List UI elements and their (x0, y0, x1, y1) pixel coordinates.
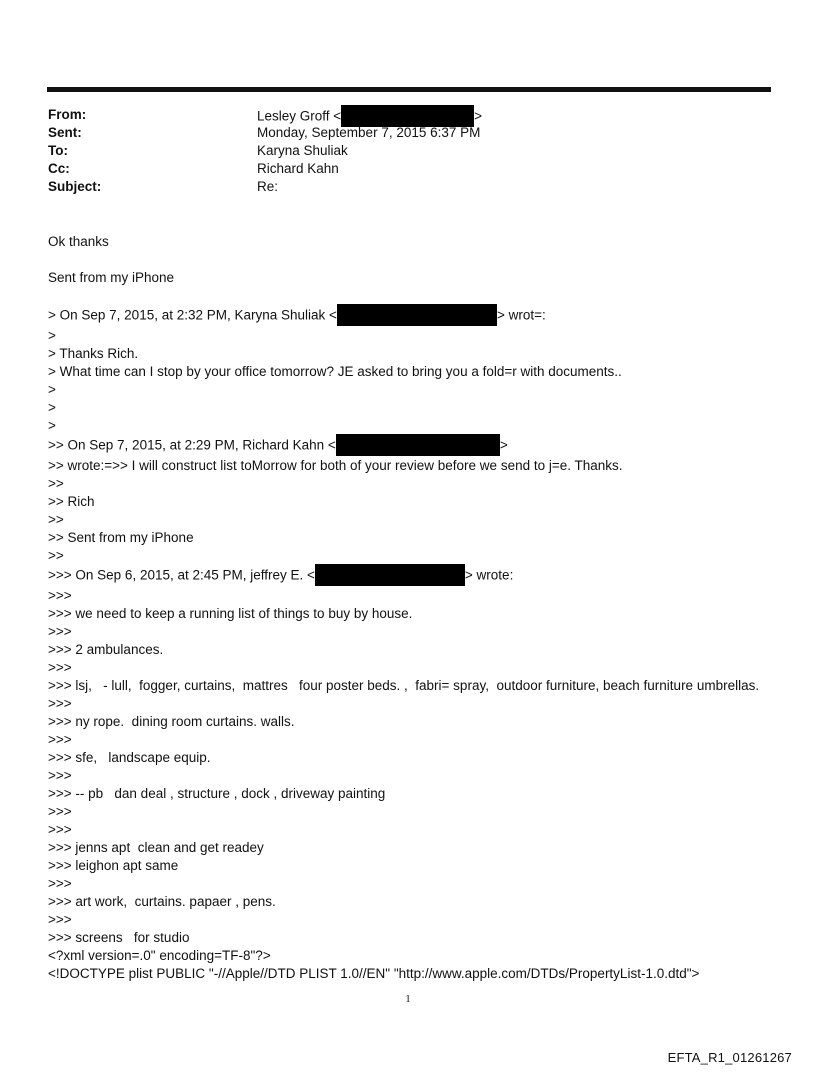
body-line: Ok thanks (48, 234, 109, 249)
email-header (48, 106, 768, 196)
redaction-box (337, 304, 497, 326)
body-line: > (48, 328, 56, 343)
quote-header-tail: > wrote: (464, 567, 514, 583)
body-line (48, 565, 768, 587)
body-line: >> (48, 548, 64, 563)
body-line: >>> -- pb dan deal , structure , dock , driveway painting (48, 786, 386, 801)
sent-value: Monday, September 7, 2015 6:37 PM (257, 125, 481, 140)
body-line: >>> art work, curtains. papaer , pens. (48, 894, 276, 909)
header-rule (47, 87, 771, 92)
body-line: >> Sent from my iPhone (48, 530, 194, 545)
body-line: >>> jenns apt clean and get readey (48, 840, 264, 855)
body-line (48, 305, 768, 327)
body-line: >>> ny rope. dining room curtains. walls. (48, 714, 295, 729)
page-number: 1 (405, 993, 411, 1005)
from-label: From: (48, 107, 87, 122)
quote-header-tail: > (499, 437, 508, 453)
cc-label: Cc: (48, 161, 70, 176)
body-line: > (48, 418, 56, 433)
bates-number: EFTA_R1_01261267 (667, 1050, 792, 1065)
body-line: >>> (48, 732, 72, 747)
body-line: >>> we need to keep a running list of things to buy by house. (48, 606, 413, 621)
from-close: > (474, 108, 483, 124)
email-body (48, 233, 768, 983)
quote-header-text: >>> On Sep 6, 2015, at 2:45 PM, jeffrey E. < (48, 567, 315, 583)
body-line: >>> (48, 588, 72, 603)
body-line: >>> (48, 696, 72, 711)
body-line: >> Rich (48, 494, 95, 509)
body-line: >> (48, 512, 64, 527)
body-line: >>> (48, 660, 72, 675)
from-row (48, 106, 768, 124)
body-line: <!DOCTYPE plist PUBLIC "-//Apple//DTD PLIST 1.0//EN" "http://www.apple.com/DTDs/PropertyList-1.0.dtd"> (48, 966, 700, 981)
redaction-box (336, 434, 500, 456)
body-line: >>> 2 ambulances. (48, 642, 164, 657)
body-line (48, 435, 768, 457)
quote-header-text: > On Sep 7, 2015, at 2:32 PM, Karyna Shuliak < (48, 307, 337, 323)
body-line: Sent from my iPhone (48, 270, 175, 285)
from-name: Lesley Groff < (257, 108, 342, 124)
body-line: >> (48, 476, 64, 491)
quote-header-tail: > wrot=: (496, 307, 546, 323)
body-line: >>> screens for studio (48, 930, 190, 945)
body-line: >>> sfe, landscape equip. (48, 750, 211, 765)
body-line: >>> (48, 624, 72, 639)
body-line: > (48, 400, 56, 415)
body-line: >>> (48, 768, 72, 783)
body-line: >>> (48, 804, 72, 819)
body-line: >>> lsj, - lull, fogger, curtains, mattres four poster beds. , fabri= spray, outdoor furniture, beach furniture umbrellas. (48, 678, 760, 693)
redaction-box (315, 564, 465, 586)
cc-row (48, 160, 768, 178)
body-line: > What time can I stop by your office tomorrow? JE asked to bring you a fold=r with documents.. (48, 364, 622, 379)
to-value: Karyna Shuliak (257, 143, 348, 158)
cc-value: Richard Kahn (257, 161, 339, 176)
quote-header-text: >> On Sep 7, 2015, at 2:29 PM, Richard Kahn < (48, 437, 336, 453)
body-line: >>> (48, 822, 72, 837)
body-line: >> wrote:=>> I will construct list toMorrow for both of your review before we send to j=e. Thanks. (48, 458, 623, 473)
body-line: >>> (48, 876, 72, 891)
body-line: >>> leighon apt same (48, 858, 179, 873)
subject-label: Subject: (48, 179, 102, 194)
body-line: > (48, 382, 56, 397)
to-row (48, 142, 768, 160)
sent-label: Sent: (48, 125, 82, 140)
sent-row (48, 124, 768, 142)
subject-row (48, 178, 768, 196)
body-line: <?xml version=.0" encoding=TF-8"?> (48, 948, 271, 963)
subject-value: Re: (257, 179, 279, 194)
to-label: To: (48, 143, 68, 158)
body-line: >>> (48, 912, 72, 927)
body-line: > Thanks Rich. (48, 346, 139, 361)
